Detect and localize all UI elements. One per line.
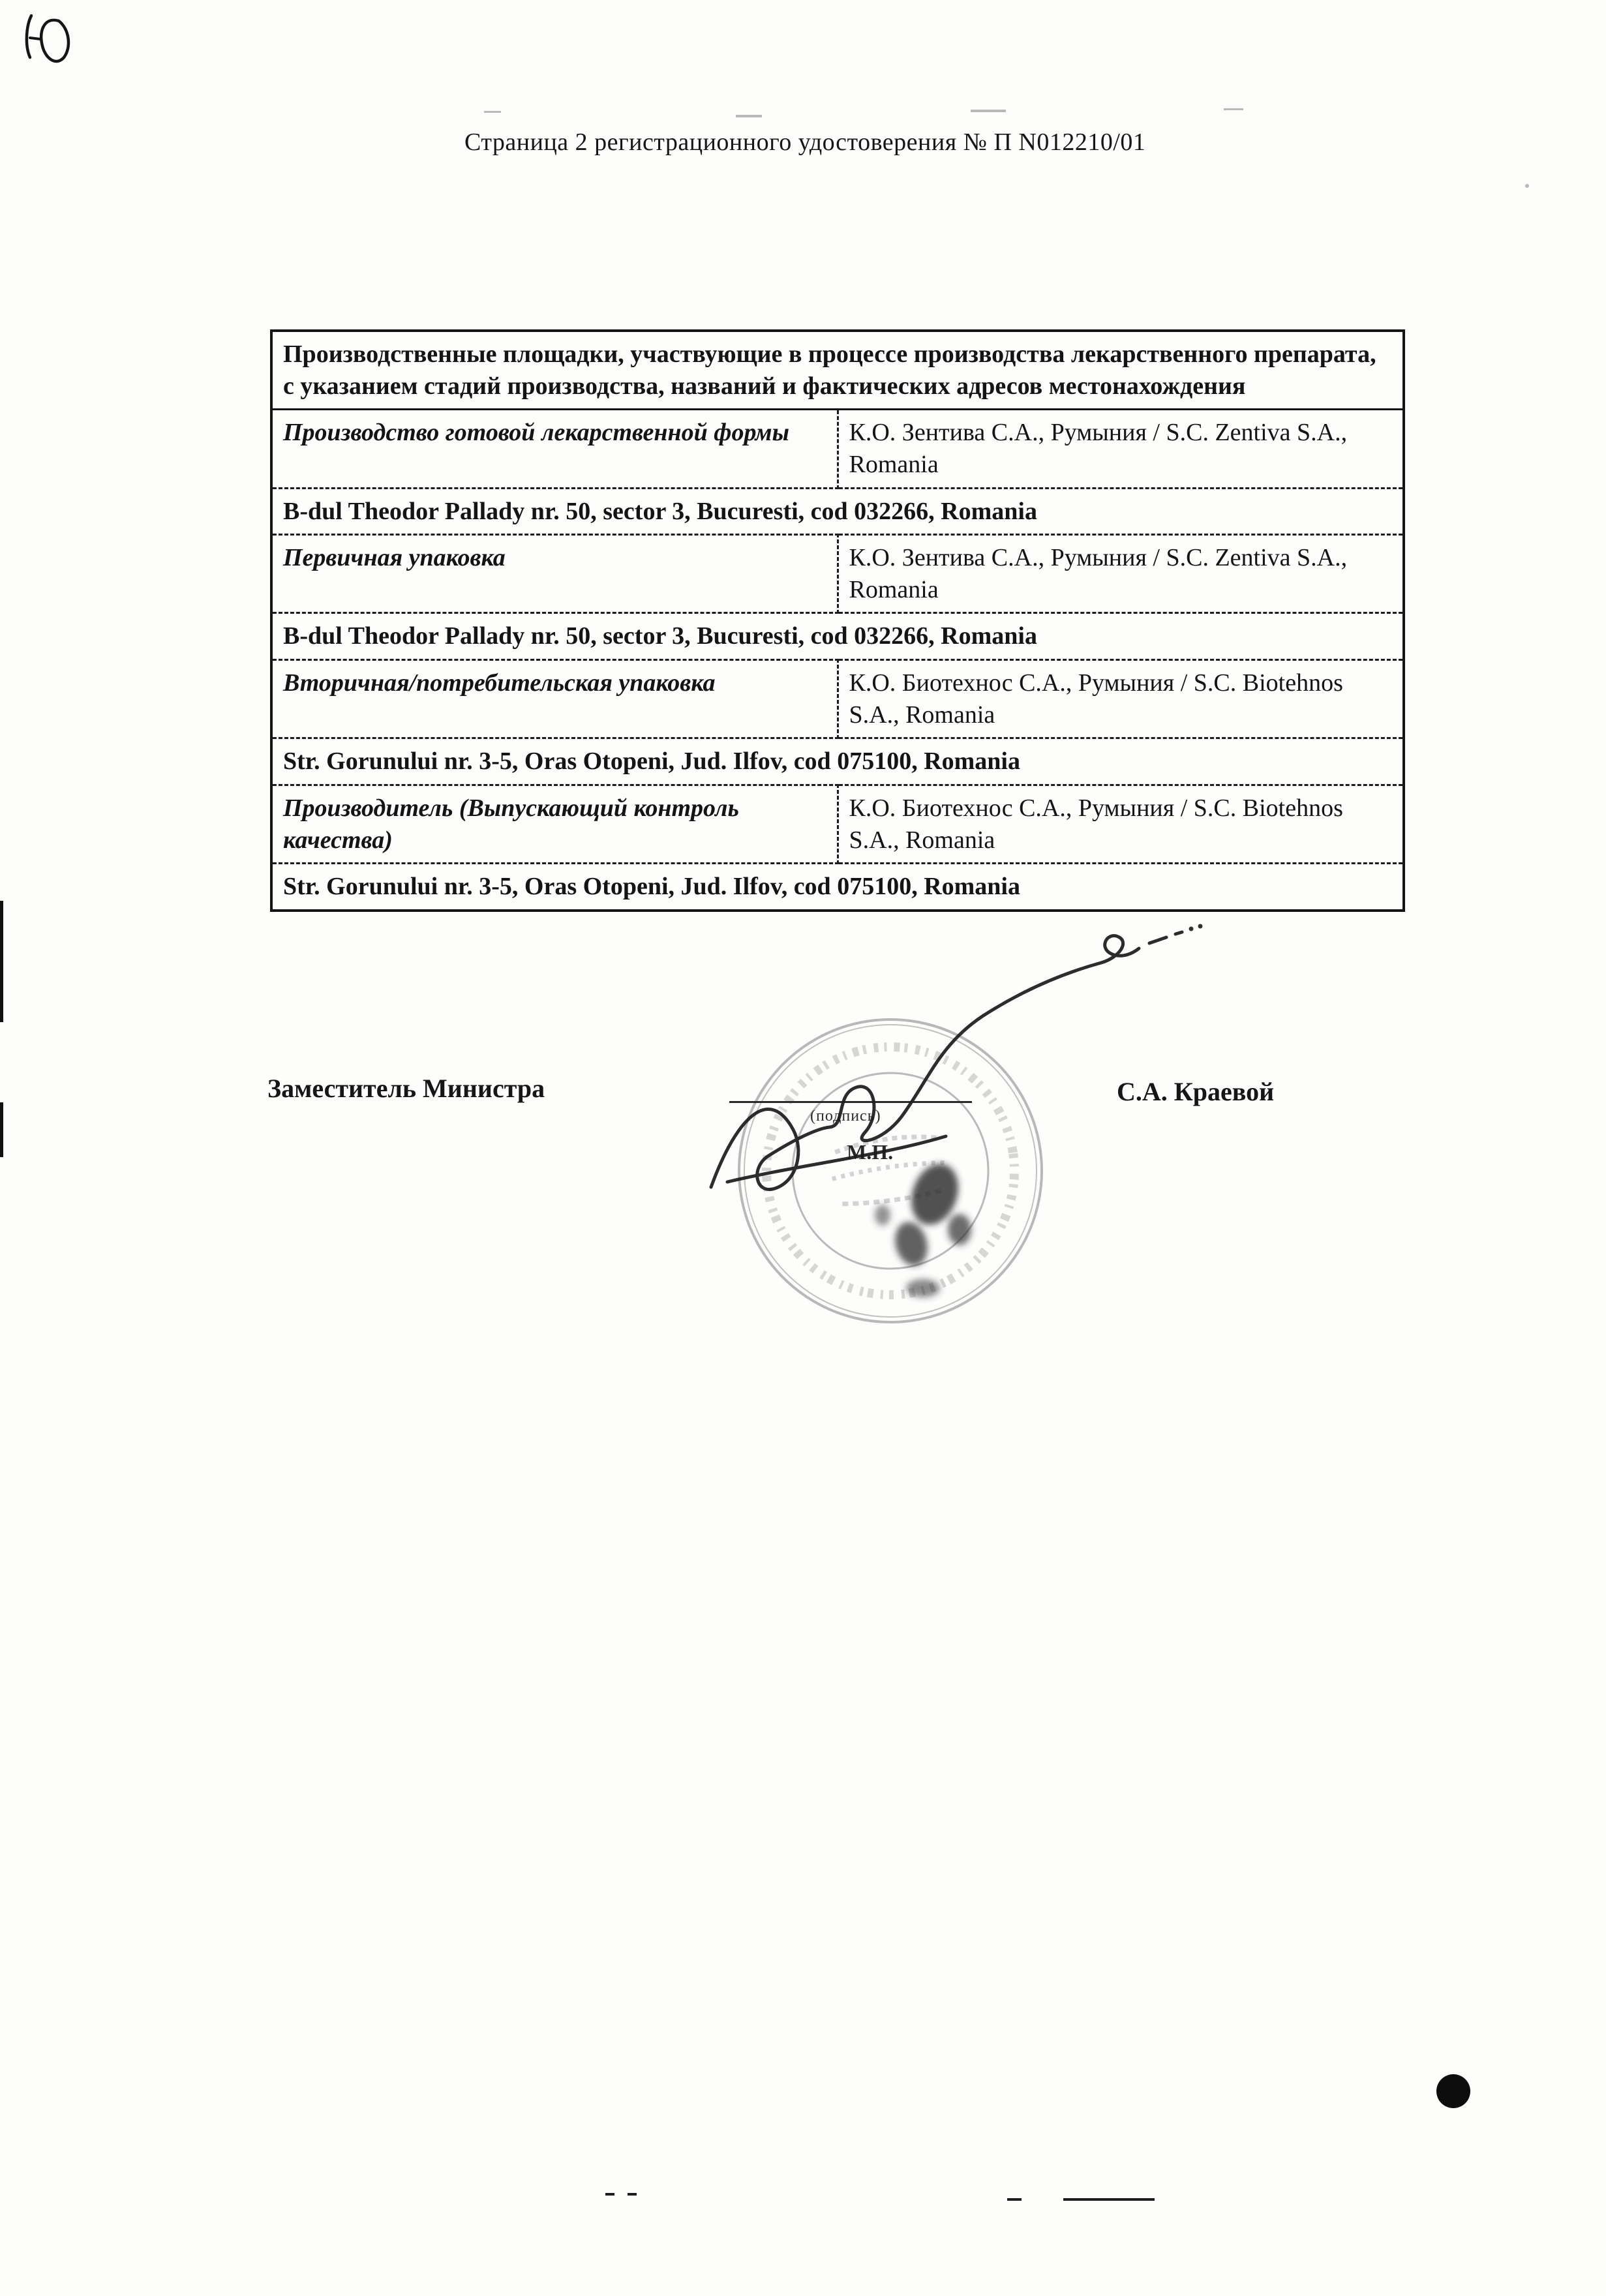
- scan-artifact: [628, 2193, 637, 2196]
- production-sites-table: [270, 329, 1405, 912]
- stage-label: Первичная упаковка: [271, 535, 838, 613]
- signatory-title: Заместитель Министра: [267, 1074, 545, 1103]
- handwritten-mark: [20, 7, 91, 78]
- scan-noise: [1525, 184, 1529, 188]
- table-row: [271, 410, 1404, 488]
- table-header-row: [271, 331, 1404, 410]
- scan-edge-mark: [0, 901, 3, 1022]
- table-row: [271, 660, 1404, 738]
- scan-artifact: [1063, 2198, 1155, 2201]
- address-cell: Str. Gorunului nr. 3-5, Oras Otopeni, Jud. Ilfov, cod 075100, Romania: [271, 864, 1404, 911]
- scan-artifact: [605, 2193, 614, 2196]
- black-dot-mark: [1436, 2074, 1470, 2108]
- table-row: [271, 535, 1404, 613]
- table-row: [271, 613, 1404, 660]
- stage-label: Производство готовой лекарственной формы: [271, 410, 838, 488]
- stage-label: Вторичная/потребительская упаковка: [271, 660, 838, 738]
- address-cell: B-dul Theodor Pallady nr. 50, sector 3, Bucuresti, cod 032266, Romania: [271, 613, 1404, 660]
- address-cell: B-dul Theodor Pallady nr. 50, sector 3, Bucuresti, cod 032266, Romania: [271, 488, 1404, 535]
- scan-noise: [1224, 108, 1243, 110]
- manufacturer-value: К.О. Биотехнос С.А., Румыния / S.C. Biotehnos S.A., Romania: [838, 785, 1404, 863]
- scan-noise: [484, 111, 501, 113]
- scan-artifact: [1007, 2198, 1022, 2201]
- table-row: [271, 488, 1404, 535]
- table-row: [271, 785, 1404, 863]
- scan-noise: [971, 110, 1006, 112]
- scan-edge-mark: [0, 1102, 3, 1157]
- scan-noise: [736, 115, 762, 117]
- page-header-text: Страница 2 регистрационного удостоверения № П N012210/01: [464, 128, 1146, 156]
- table-header-cell: Производственные площадки, участвующие в процессе производства лекарственного препарата, с указанием стадий производства, названий и фактических адресов местонахождения: [271, 331, 1404, 410]
- manufacturer-value: К.О. Биотехнос С.А., Румыния / S.C. Biotehnos S.A., Romania: [838, 660, 1404, 738]
- signature-caption: (подпись): [810, 1108, 881, 1125]
- manufacturer-value: К.О. Зентива С.А., Румыния / S.C. Zentiva S.A., Romania: [838, 535, 1404, 613]
- address-cell: Str. Gorunului nr. 3-5, Oras Otopeni, Jud. Ilfov, cod 075100, Romania: [271, 738, 1404, 785]
- signatory-name: С.А. Краевой: [1117, 1077, 1275, 1106]
- table-row: [271, 738, 1404, 785]
- stamp-caption: М.П.: [847, 1140, 894, 1164]
- stage-label: Производитель (Выпускающий контроль качества): [271, 785, 838, 863]
- manufacturer-value: К.О. Зентива С.А., Румыния / S.C. Zentiva S.A., Romania: [838, 410, 1404, 488]
- signature-ink: [665, 900, 1226, 1207]
